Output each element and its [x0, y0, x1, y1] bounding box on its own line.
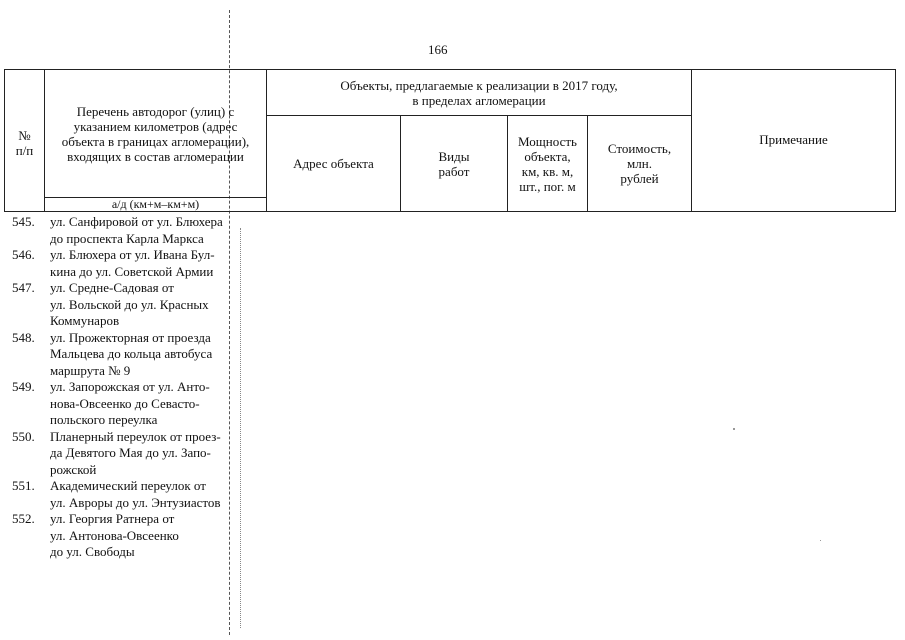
list-item	[0, 511, 290, 561]
row-text: ул. Санфировой от ул. Блюхера до проспекта Карла Маркса	[50, 214, 223, 246]
header-table	[4, 69, 896, 212]
row-number: 551.	[12, 478, 35, 493]
row-number: 546.	[12, 247, 35, 262]
list-item	[0, 247, 290, 280]
list-item	[0, 280, 290, 330]
row-number: 550.	[12, 428, 35, 444]
header-col-cost: Стоимость, млн. рублей	[588, 116, 692, 212]
row-text: ул. Запорожская от ул. Анто- нова-Овсеенко до Севасто- польского переулка	[50, 379, 210, 427]
row-number: 552.	[12, 511, 35, 526]
road-list	[0, 214, 290, 561]
header-col-works: Виды работ	[401, 116, 508, 212]
header-col-note: Примечание	[692, 70, 896, 212]
list-item	[0, 478, 290, 511]
row-text: ул. Георгия Ратнера от ул. Антонова-Овсеенко до ул. Свободы	[50, 511, 179, 559]
list-item	[0, 330, 290, 380]
row-text: ул. Блюхера от ул. Ивана Бул- кина до ул. Советской Армии	[50, 247, 215, 279]
header-col-capacity: Мощность объекта, км, кв. м, шт., пог. м	[508, 116, 588, 212]
scan-speck	[733, 428, 735, 430]
row-text: ул. Прожекторная от проезда Мальцева до кольца автобуса маршрута № 9	[50, 329, 213, 378]
header-col-number: № п/п	[5, 70, 45, 212]
scan-speck	[820, 540, 821, 541]
list-item	[0, 379, 290, 429]
row-text: Планерный переулок от проез- да Девятого Мая до ул. Запо- рожской	[50, 428, 221, 477]
row-text: ул. Средне-Садовая от ул. Вольской до ул. Красных Коммунаров	[50, 280, 209, 328]
list-item	[0, 214, 290, 247]
row-number: 548.	[12, 329, 35, 345]
row-number: 545.	[12, 214, 35, 229]
header-col-objects-group: Объекты, предлагаемые к реализации в 2017 году, в пределах агломерации	[267, 70, 692, 116]
header-col-roads-sub: а/д (км+м–км+м)	[45, 198, 267, 212]
page-number: 166	[428, 42, 448, 57]
list-item	[0, 429, 290, 479]
header-col-address: Адрес объекта	[267, 116, 401, 212]
row-number: 547.	[12, 280, 35, 295]
row-text: Академический переулок от ул. Авроры до ул. Энтузиастов	[50, 478, 221, 510]
header-col-roads: Перечень автодорог (улиц) с указанием километров (адрес объекта в границах агломерации), входящих в состав агломерации	[45, 70, 267, 198]
row-number: 549.	[12, 379, 35, 394]
